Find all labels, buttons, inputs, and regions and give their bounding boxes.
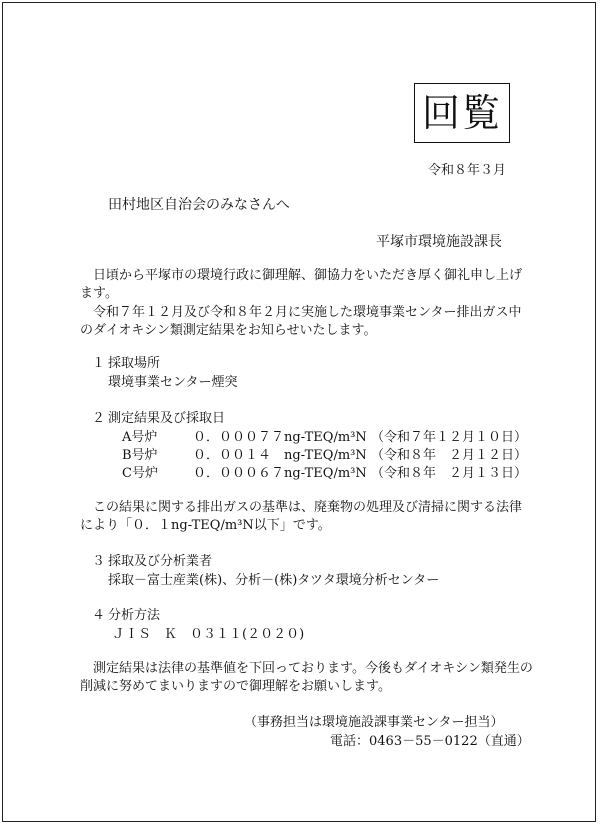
section-1-number: １ — [92, 356, 106, 371]
section-4-title: 分析方法 — [108, 608, 161, 623]
furnace-c-date: （令和８年 ２月１３日） — [371, 466, 528, 481]
section-2-title: 測定結果及び採取日 — [108, 411, 226, 426]
section-4-number: ４ — [92, 608, 106, 623]
furnace-b-value: ０．００１４ ng-TEQ/m³N — [193, 448, 367, 463]
standard-paragraph: この結果に関する排出ガスの基準は、廃棄物の処理及び清掃に関する法律により「０．１ng-TEQ/m³N以下」です。 — [80, 500, 523, 533]
furnace-a-label: A号炉 — [122, 430, 158, 445]
intro-paragraph-1: 日頃から平塚市の環境行政に御理解、御協力をいただき厚く御礼申し上げます。 — [80, 268, 523, 301]
furnace-a-value: ０．０００７７ng-TEQ/m³N — [193, 430, 367, 445]
sender: 平塚市環境施設課長 — [376, 234, 502, 250]
furnace-b-date: （令和８年 ２月１２日） — [371, 448, 528, 463]
furnace-b-label: B号炉 — [122, 448, 158, 463]
section-2-number: ２ — [92, 411, 106, 426]
section-3-body: 採取－富士産業(株)、分析－(株)タツタ環境分析センター — [108, 573, 440, 588]
section-1-title: 採取場所 — [108, 356, 161, 371]
furnace-c-value: ０．０００６７ng-TEQ/m³N — [193, 466, 367, 481]
section-3-title: 採取及び分析業者 — [108, 554, 213, 569]
furnace-a-date: （令和７年１２月１０日） — [371, 430, 528, 445]
section-1-body: 環境事業センター煙突 — [108, 375, 238, 390]
circulation-stamp: 回覧 — [414, 83, 510, 143]
intro-paragraph-2: 令和７年１２月及び令和８年２月に実施した環境事業センター排出ガス中のダイオキシン類測定結果をお知らせいたします。 — [80, 305, 522, 338]
closing-paragraph: 測定結果は法律の基準値を下回っております。今後もダイオキシン類発生の削減に努めてまいりますので御理解をお願いします。 — [80, 661, 533, 694]
addressee: 田村地区自治会のみなさんへ — [108, 197, 290, 213]
issue-date: 令和８年３月 — [428, 163, 507, 178]
furnace-c-label: C号炉 — [122, 466, 158, 481]
contact-phone: 電話：0463－55－0122（直通） — [330, 734, 530, 749]
contact-department: （事務担当は環境施設課事業センター担当） — [244, 715, 504, 730]
section-4-body: ＪＩＳ Ｋ ０３１１(２０２０) — [112, 627, 305, 642]
section-3-number: ３ — [92, 554, 106, 569]
